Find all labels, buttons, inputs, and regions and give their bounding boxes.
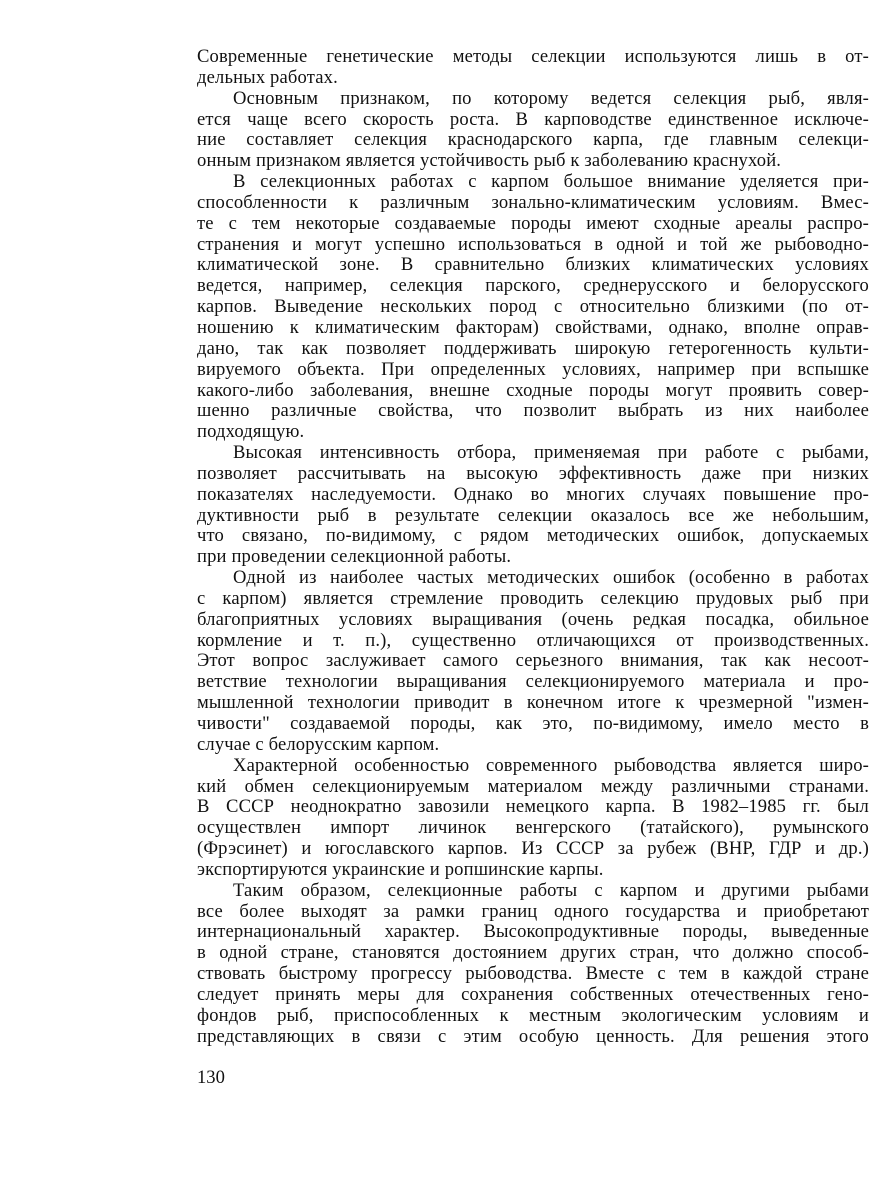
paragraph — [197, 89, 869, 172]
paragraph — [197, 756, 869, 881]
text-line: экспортируются украинские и ропшинские карпы. — [197, 858, 604, 880]
text-line: Современные генетические методы селекции используются лишь в от- — [197, 46, 869, 67]
text-line: благоприятных условиях выращивания (очень редкая посадка, обильное — [197, 608, 869, 630]
text-line: карпов. Выведение нескольких пород с относительно близкими (по от- — [197, 296, 869, 318]
text-line: фондов рыб, приспособленных к местным экологическим условиям и — [197, 1004, 869, 1026]
text-line: онным признаком является устойчивость рыб к заболеванию краснухой. — [197, 150, 782, 172]
text-line: подходящую. — [197, 421, 305, 443]
text-line: ведется, например, селекция парского, среднерусского и белорусского — [197, 275, 869, 297]
paragraph — [197, 568, 869, 756]
text-line: В селекционных работах с карпом большое внимание уделяется при- — [233, 171, 869, 193]
text-line: ется чаще всего скорость роста. В карповодстве единственное исключе- — [197, 108, 869, 130]
text-line: позволяет рассчитывать на высокую эффективность даже при низких — [197, 462, 869, 484]
text-line: Одной из наиболее частых методических ошибок (особенно в работах — [233, 567, 869, 589]
paragraph — [197, 443, 869, 568]
text-line: интернациональный характер. Высокопродуктивные породы, выведенные — [197, 921, 869, 943]
text-line: ношению к климатическим факторам) свойствами, однако, вполне оправ- — [197, 316, 869, 338]
text-line: В СССР неоднократно завозили немецкого карпа. В 1982–1985 гг. был — [197, 796, 869, 818]
text-line: шенно различные свойства, что позволит выбрать из них наиболее — [197, 400, 869, 422]
text-line: с карпом) является стремление проводить селекцию прудовых рыб при — [197, 587, 869, 609]
text-line: какого-либо заболевания, внешне сходные породы могут проявить совер- — [197, 379, 869, 401]
text-line: в одной стране, становятся достоянием других стран, что должно способ- — [197, 942, 869, 964]
text-line: все более выходят за рамки границ одного государства и приобретают — [197, 900, 869, 922]
text-line: Высокая интенсивность отбора, применяемая при работе с рыбами, — [233, 442, 869, 464]
paragraph — [197, 47, 869, 89]
text-line: чивости" создаваемой породы, как это, по-видимому, имело место в — [197, 713, 869, 734]
text-line: Этот вопрос заслуживает самого серьезного внимания, так как несоот- — [197, 650, 869, 672]
text-line: способленности к различным зонально-климатическим условиям. Вмес- — [197, 191, 869, 213]
text-line: вируемого объекта. При определенных условиях, например при вспышке — [197, 358, 869, 380]
text-line: при проведении селекционной работы. — [197, 546, 512, 568]
text-line: следует принять меры для сохранения собственных отечественных гено- — [197, 983, 869, 1005]
page-number: 130 — [197, 1067, 225, 1088]
text-line: ние составляет селекция краснодарского карпа, где главным селекци- — [197, 129, 869, 151]
text-line: ствовать быстрому прогрессу рыбоводства. Вместе с тем в каждой стране — [197, 963, 869, 985]
text-line: (Фрэсинет) и югославского карпов. Из СССР за рубеж (ВНР, ГДР и др.) — [197, 838, 869, 860]
text-line: случае с белорусским карпом. — [197, 733, 440, 755]
text-line: Основным признаком, по которому ведется селекция рыб, явля- — [233, 87, 869, 109]
text-line: кий обмен селекционируемым материалом между различными странами. — [197, 775, 869, 797]
text-line: осуществлен импорт личинок венгерского (татайского), румынского — [197, 817, 869, 839]
text-line: Характерной особенностью современного рыбоводства является широ- — [233, 754, 869, 776]
text-line: что связано, по-видимому, с рядом методических ошибок, допускаемых — [197, 525, 869, 547]
paragraph — [197, 881, 869, 1048]
text-line: показателях наследуемости. Однако во многих случаях повышение про- — [197, 483, 869, 505]
paragraph — [197, 172, 869, 443]
text-line: дельных работах. — [197, 66, 338, 88]
text-line: кормление и т. п.), существенно отличающихся от производственных. — [197, 629, 869, 651]
text-line: представляющих в связи с этим особую ценность. Для решения этого — [197, 1025, 869, 1047]
page-body-text — [197, 47, 869, 1048]
text-line: мышленной технологии приводит в конечном итоге к чрезмерной "измен- — [197, 692, 869, 714]
text-line: дано, так как позволяет поддерживать широкую гетерогенность культи- — [197, 337, 869, 359]
text-line: дуктивности рыб в результате селекции оказалось все же небольшим, — [197, 504, 869, 526]
text-line: те с тем некоторые создаваемые породы имеют сходные ареалы распро- — [197, 212, 869, 234]
text-line: ветствие технологии выращивания селекционируемого материала и про- — [197, 671, 869, 693]
text-line: Таким образом, селекционные работы с карпом и другими рыбами — [233, 879, 869, 901]
text-line: климатической зоне. В сравнительно близких климатических условиях — [197, 254, 869, 276]
text-line: странения и могут успешно использоваться в одной и той же рыбоводно- — [197, 233, 869, 255]
